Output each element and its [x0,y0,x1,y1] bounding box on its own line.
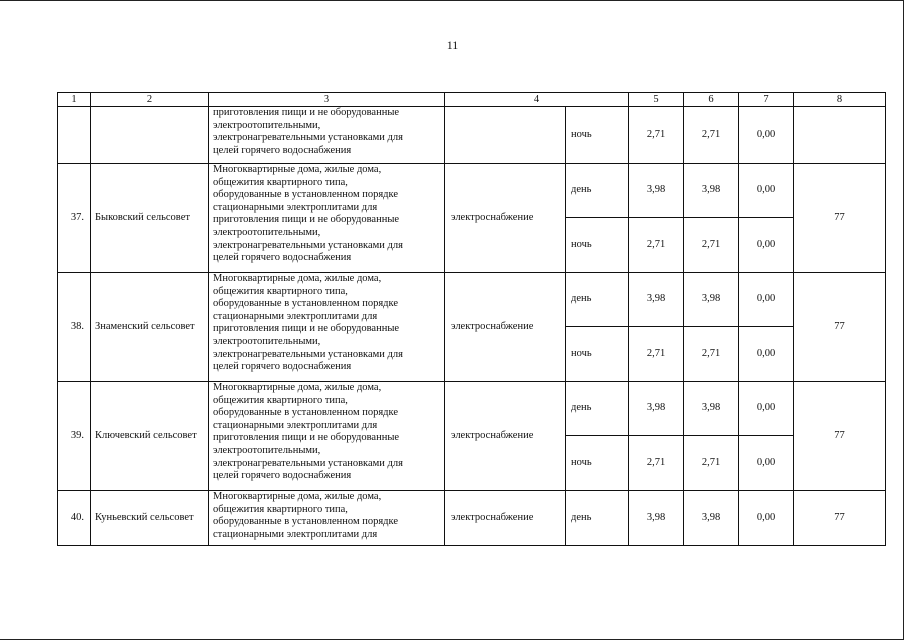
description-line: Многоквартирные дома, жилые дома, [213,273,382,284]
description-line: целей горячего водоснабжения [213,470,352,482]
description-line: общежития квартирного типа, [213,176,348,188]
header-col-1: 1 [58,93,91,107]
description-line: целей горячего водоснабжения [213,361,352,373]
description-line: общежития квартирного типа, [213,394,348,406]
description-line: приготовления пищи и не оборудованные [213,107,400,118]
row-number [58,107,91,164]
row-number: 38. [58,273,91,382]
description-line: оборудованные в установленном порядке [213,516,399,528]
header-col-7: 7 [739,93,794,107]
header-col-3: 3 [209,93,445,107]
code-value [794,107,886,164]
service-type: электроснабжение [445,491,566,546]
time-period: день [566,273,629,327]
tariff-value-6: 3,98 [684,164,739,218]
row-number: 39. [58,382,91,491]
settlement-name: Ключевский сельсовет [91,382,209,491]
time-period: ночь [566,436,629,491]
tariff-table [57,92,886,546]
table-row [58,164,886,218]
description-line: электроотопительными, [213,119,321,131]
row-number: 37. [58,164,91,273]
settlement-name: Быковский сельсовет [91,164,209,273]
description-line: электроотопительными, [213,226,321,238]
settlement-name [91,107,209,164]
code-value: 77 [794,273,886,382]
table-row [58,491,886,546]
header-row [58,93,886,107]
description-line: оборудованные в установленном порядке [213,407,399,419]
code-value: 77 [794,382,886,491]
tariff-value-7: 0,00 [739,491,794,546]
tariff-value-5: 3,98 [629,164,684,218]
description-line: электроотопительными, [213,335,321,347]
description-line: Многоквартирные дома, жилые дома, [213,382,382,393]
description-line: приготовления пищи и не оборудованные [213,432,400,444]
tariff-value-7: 0,00 [739,273,794,327]
consumer-description [209,107,445,164]
consumer-description [209,164,445,273]
tariff-value-6: 3,98 [684,491,739,546]
tariff-value-6: 3,98 [684,382,739,436]
tariff-value-7: 0,00 [739,382,794,436]
tariff-value-5: 3,98 [629,491,684,546]
service-type [445,107,566,164]
tariff-value-5: 2,71 [629,436,684,491]
time-period: день [566,164,629,218]
header-col-2: 2 [91,93,209,107]
code-value: 77 [794,491,886,546]
service-type: электроснабжение [445,382,566,491]
row-number: 40. [58,491,91,546]
description-line: общежития квартирного типа, [213,285,348,297]
description-line: электроотопительными, [213,444,321,456]
time-period: день [566,382,629,436]
page-number: 11 [446,38,459,52]
description-line: стационарными электроплитами для [213,310,378,322]
tariff-value-5: 2,71 [629,327,684,382]
header-col-6: 6 [684,93,739,107]
description-line: Многоквартирные дома, жилые дома, [213,491,382,502]
settlement-name: Знаменский сельсовет [91,273,209,382]
time-period: ночь [566,327,629,382]
description-line: стационарными электроплитами для [213,201,378,213]
description-line: стационарными электроплитами для [213,419,378,431]
consumer-description [209,382,445,491]
description-line: электронагревательными установками для [213,239,403,251]
tariff-value-7: 0,00 [739,327,794,382]
description-line: приготовления пищи и не оборудованные [213,214,400,226]
table-row [58,273,886,327]
description-line: приготовления пищи и не оборудованные [213,323,400,335]
description-line: Многоквартирные дома, жилые дома, [213,164,382,175]
tariff-value-7: 0,00 [739,218,794,273]
tariff-value-6: 2,71 [684,327,739,382]
description-line: оборудованные в установленном порядке [213,298,399,310]
tariff-value-5: 2,71 [629,218,684,273]
tariff-value-6: 3,98 [684,273,739,327]
time-period: ночь [566,107,629,164]
description-line: оборудованные в установленном порядке [213,189,399,201]
description-line: общежития квартирного типа, [213,503,348,515]
tariff-value-7: 0,00 [739,164,794,218]
table-row [58,107,886,164]
header-col-8: 8 [794,93,886,107]
header-col-5: 5 [629,93,684,107]
description-line: целей горячего водоснабжения [213,144,352,156]
time-period: ночь [566,218,629,273]
description-line: электронагревательными установками для [213,132,403,144]
description-line: целей горячего водоснабжения [213,252,352,264]
consumer-description [209,491,445,546]
tariff-value-6: 2,71 [684,436,739,491]
tariff-value-5: 2,71 [629,107,684,164]
description-line: электронагревательными установками для [213,457,403,469]
service-type: электроснабжение [445,164,566,273]
service-type: электроснабжение [445,273,566,382]
code-value: 77 [794,164,886,273]
table-row [58,382,886,436]
tariff-value-5: 3,98 [629,382,684,436]
tariff-value-6: 2,71 [684,107,739,164]
settlement-name: Куньевский сельсовет [91,491,209,546]
description-line: электронагревательными установками для [213,348,403,360]
header-col-4: 4 [445,93,629,107]
consumer-description [209,273,445,382]
tariff-value-6: 2,71 [684,218,739,273]
tariff-value-7: 0,00 [739,107,794,164]
description-line: стационарными электроплитами для [213,528,378,540]
time-period: день [566,491,629,546]
tariff-value-5: 3,98 [629,273,684,327]
tariff-value-7: 0,00 [739,436,794,491]
